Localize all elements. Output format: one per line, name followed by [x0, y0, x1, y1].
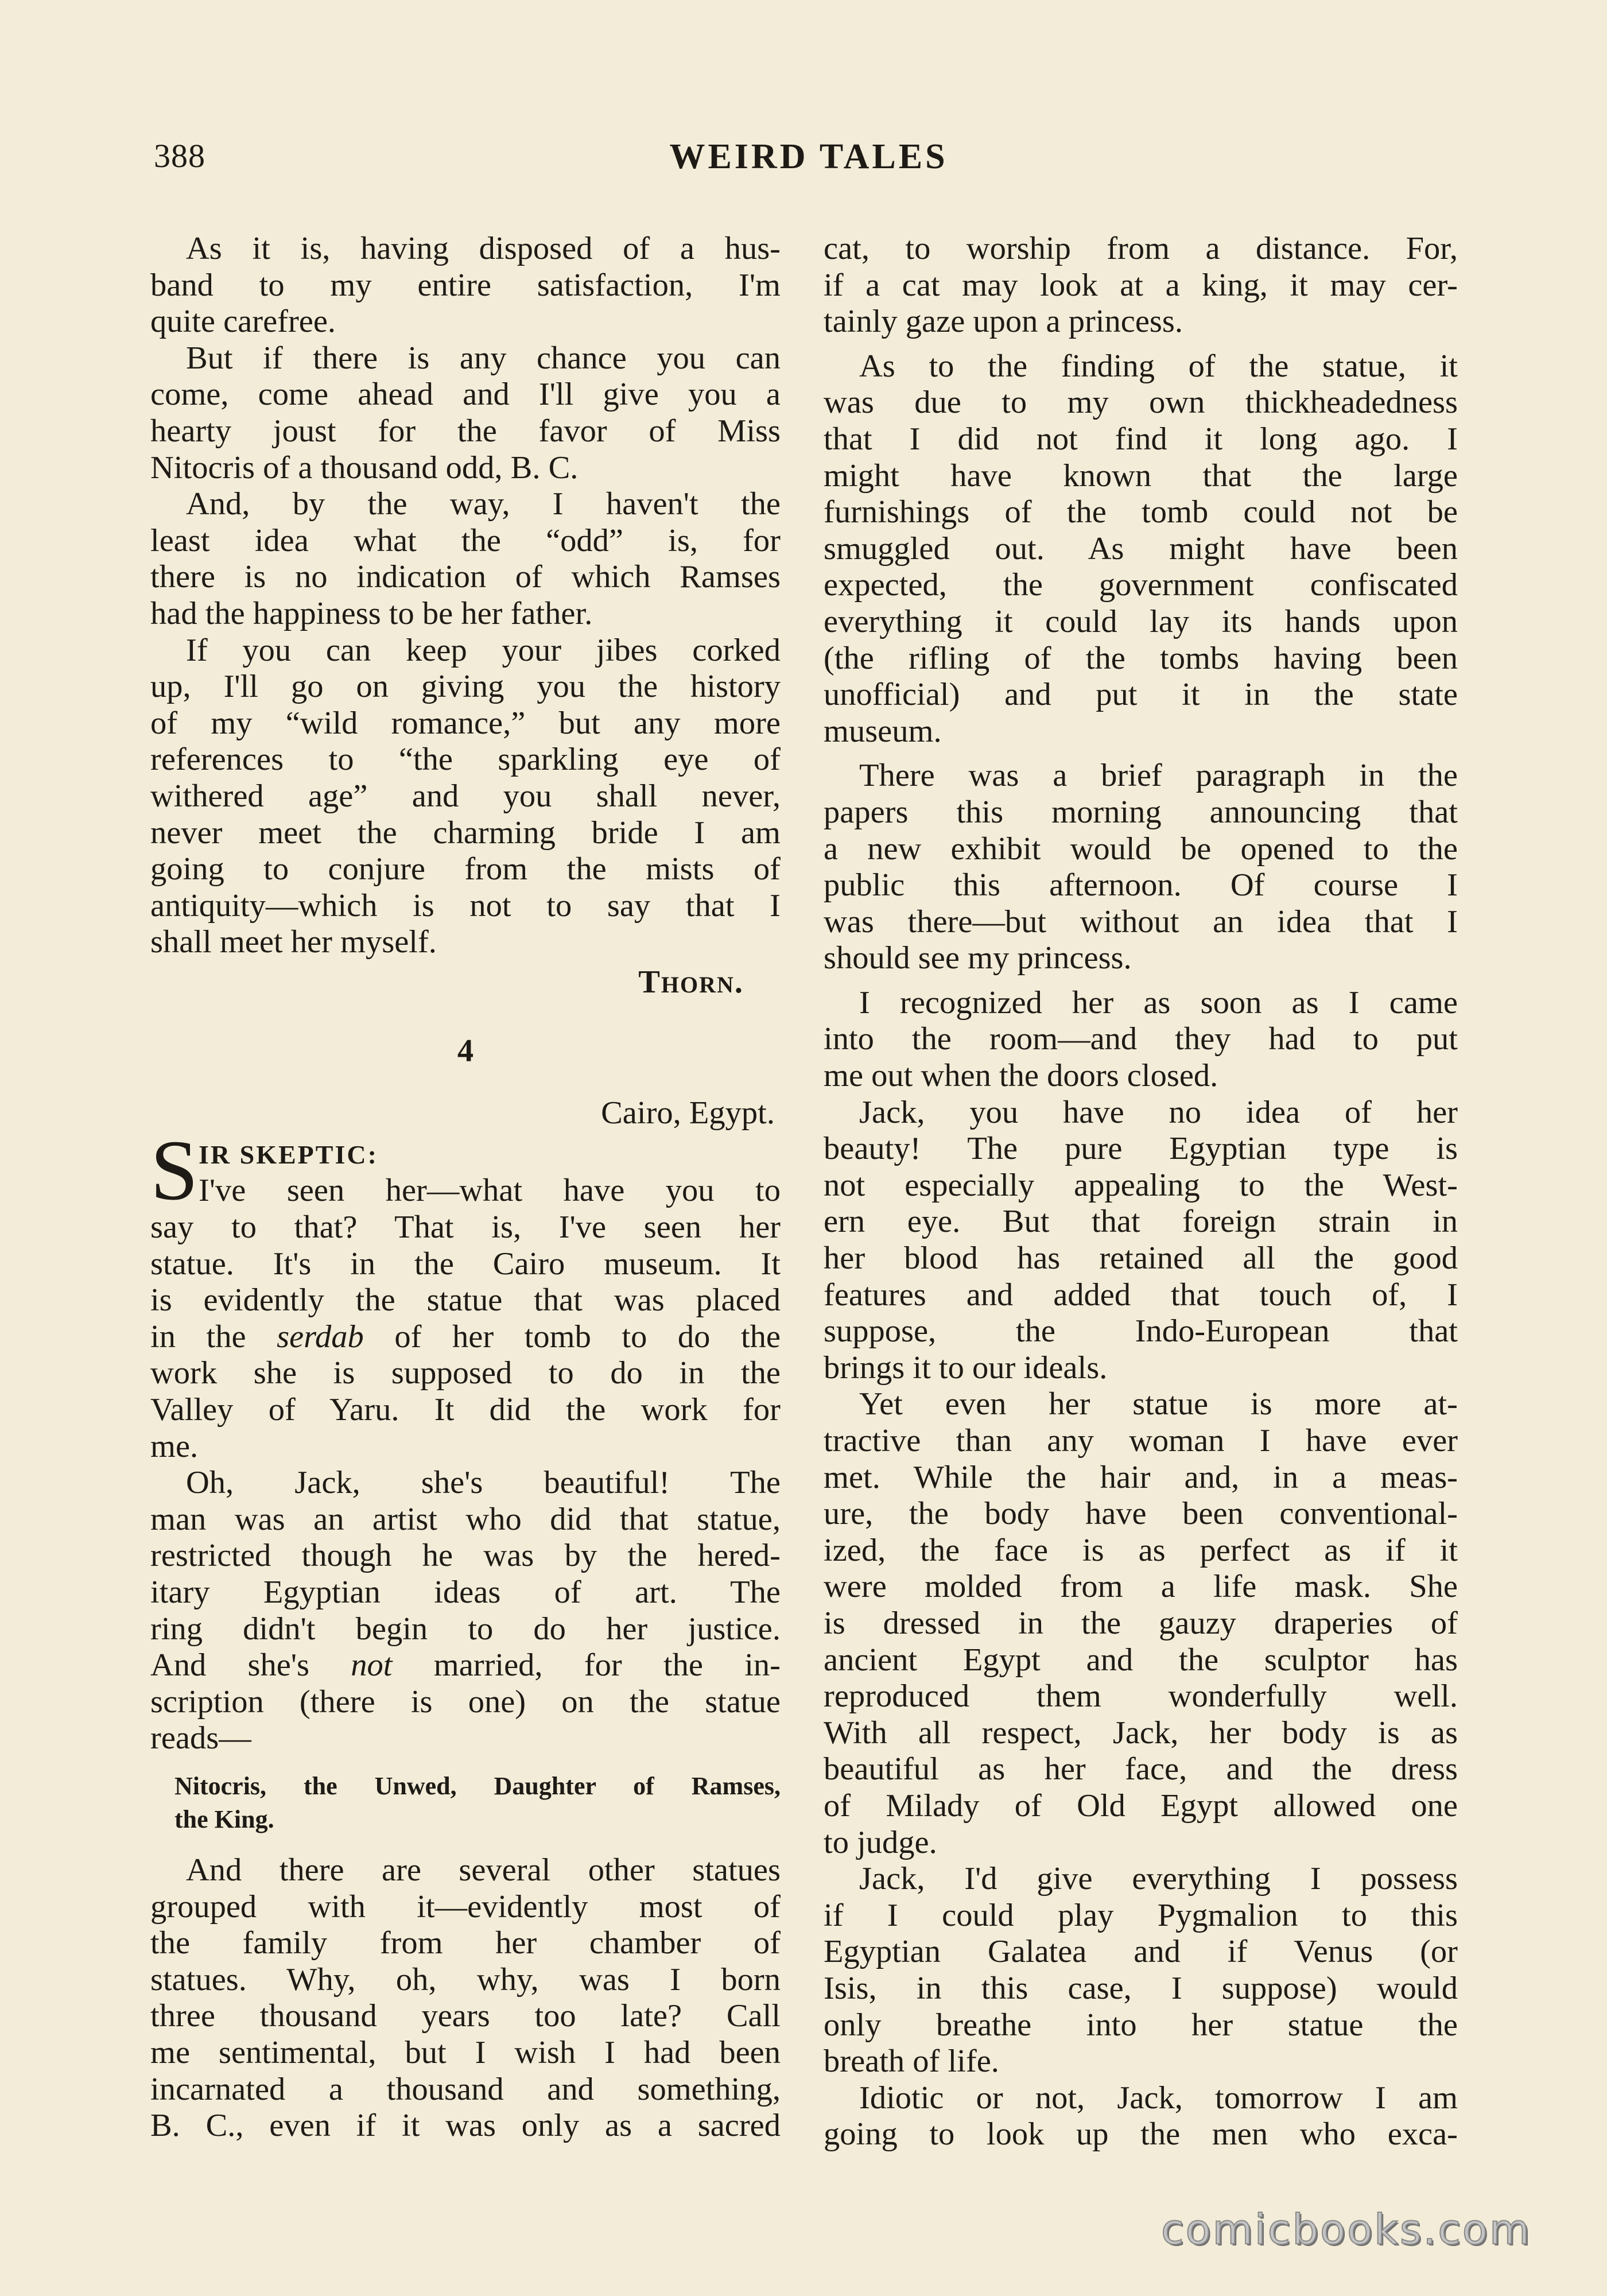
paragraph	[824, 1386, 1458, 1861]
paragraph	[150, 231, 781, 340]
text-line: only breathe into her statue the	[824, 2007, 1458, 2043]
text-line: smuggled out. As might have been	[824, 530, 1458, 567]
text-line: of Milady of Old Egypt allowed one	[824, 1787, 1458, 1824]
text-line: Yet even her statue is more at-	[859, 1386, 1458, 1422]
text-fragment: married, for the in-	[392, 1647, 781, 1684]
text-line: hearty joust for the favor of Miss	[150, 413, 781, 449]
paragraph	[150, 1465, 781, 1757]
paragraph	[150, 340, 781, 486]
text-line: I recognized her as soon as I came	[859, 984, 1458, 1021]
text-line: public this afternoon. Of course I	[824, 867, 1458, 903]
text-line: Egyptian Galatea and if Venus (or	[824, 1934, 1458, 1970]
text-line: shall meet her myself.	[150, 924, 437, 960]
paragraph	[824, 348, 1458, 750]
text-line: me.	[150, 1428, 199, 1464]
text-fragment: in the	[150, 1318, 277, 1355]
drop-cap: S	[150, 1122, 199, 1218]
text-line: papers this morning announcing that	[824, 794, 1458, 830]
text-line: Nitocris of a thousand odd, B. C.	[150, 449, 579, 486]
text-line	[150, 1319, 781, 1356]
text-fragment: of her tomb to do the	[363, 1318, 781, 1355]
text-line: statues. Why, oh, why, was I born	[150, 1961, 781, 1998]
paragraph	[150, 1852, 781, 2144]
text-line: Isis, in this case, I suppose) would	[824, 1970, 1458, 2006]
text-line: B. C., even if it was only as a sacred	[150, 2108, 781, 2144]
text-line: is dressed in the gauzy draperies of	[824, 1605, 1458, 1641]
text-line: expected, the government confiscated	[824, 567, 1458, 603]
text-line: references to “the sparkling eye of	[150, 742, 781, 778]
text-line: going to conjure from the mists of	[150, 851, 781, 887]
text-line: suppose, the Indo-European that	[824, 1313, 1458, 1349]
text-line: might have known that the large	[824, 457, 1458, 494]
text-line	[150, 1647, 781, 1684]
text-line: beauty! The pure Egyptian type is	[824, 1131, 1458, 1167]
text-line: should see my princess.	[824, 940, 1132, 976]
right-column	[824, 231, 1458, 2153]
text-line: reads—	[150, 1720, 251, 1756]
section-number: 4	[457, 1033, 474, 1069]
paragraph	[150, 486, 781, 632]
text-line: features and added that touch of, I	[824, 1277, 1458, 1313]
paragraph	[150, 1173, 781, 1465]
text-line: ancient Egypt and the sculptor has	[824, 1642, 1458, 1678]
text-line: band to my entire satisfaction, I'm	[150, 267, 781, 303]
watermark: comicbooks.com	[1160, 2205, 1531, 2254]
text-line: reproduced them wonderfully well.	[824, 1678, 1458, 1715]
paragraph	[824, 231, 1458, 340]
paragraph	[824, 1095, 1458, 1387]
text-line: itary Egyptian ideas of art. The	[150, 1574, 781, 1610]
paragraph	[824, 2080, 1458, 2153]
paragraph	[824, 985, 1458, 1095]
signature: Thorn.	[638, 964, 744, 1000]
text-line: ring didn't begin to do her justice.	[150, 1611, 781, 1647]
text-line: had the happiness to be her father.	[150, 595, 593, 631]
text-line: ure, the body have been conventional-	[824, 1496, 1458, 1532]
text-line: tractive than any woman I have ever	[824, 1423, 1458, 1459]
text-line: scription (there is one) on the statue	[150, 1684, 781, 1720]
text-line: grouped with it—evidently most of	[150, 1888, 781, 1925]
text-line: three thousand years too late? Call	[150, 1998, 781, 2034]
text-line: And, by the way, I haven't the	[186, 486, 781, 522]
page-header	[154, 137, 1464, 188]
text-line: me sentimental, but I wish I had been	[150, 2034, 781, 2070]
text-line: if a cat may look at a king, it may cer-	[824, 267, 1458, 303]
text-line: is evidently the statue that was placed	[150, 1282, 781, 1318]
text-line: there is no indication of which Ramses	[150, 559, 781, 595]
text-line: unofficial) and put it in the state	[824, 677, 1458, 713]
text-line: was due to my own thickheadedness	[824, 385, 1458, 421]
text-line: As it is, having disposed of a hus-	[186, 231, 781, 266]
italic-word: serdab	[277, 1318, 364, 1355]
text-line: ern eye. But that foreign strain in	[824, 1204, 1458, 1240]
text-line: me out when the doors closed.	[824, 1058, 1218, 1094]
dateline: Cairo, Egypt.	[601, 1095, 775, 1131]
paragraph	[824, 758, 1458, 977]
text-line: ized, the face is as perfect as if it	[824, 1532, 1458, 1568]
inscription-line: Nitocris, the Unwed, Daughter of Ramses,	[174, 1771, 781, 1800]
text-line: beautiful as her face, and the dress	[824, 1751, 1458, 1787]
italic-word: not	[351, 1647, 393, 1684]
text-line: her blood has retained all the good	[824, 1240, 1458, 1277]
text-line: least idea what the “odd” is, for	[150, 522, 781, 559]
text-line: say to that? That is, I've seen her	[150, 1209, 781, 1246]
text-line: quite carefree.	[150, 304, 336, 340]
text-line: Jack, you have no idea of her	[859, 1094, 1458, 1130]
text-line: never meet the charming bride I am	[150, 815, 781, 851]
text-line: that I did not find it long ago. I	[824, 421, 1458, 457]
text-line: But if there is any chance you can	[186, 340, 781, 376]
text-line: into the room—and they had to put	[824, 1021, 1458, 1057]
running-head: WEIRD TALES	[669, 137, 948, 176]
text-line: Valley of Yaru. It did the work for	[150, 1392, 781, 1428]
text-line: restricted though he was by the hered-	[150, 1538, 781, 1574]
text-line: There was a brief paragraph in the	[859, 758, 1458, 794]
text-line: antiquity—which is not to say that I	[150, 887, 781, 924]
text-line: incarnated a thousand and something,	[150, 2071, 781, 2107]
text-line: met. While the hair and, in a meas-	[824, 1459, 1458, 1495]
text-line: I've seen her—what have you to	[199, 1173, 781, 1209]
text-line: was there—but without an idea that I	[824, 903, 1458, 940]
text-line: breath of life.	[824, 2043, 999, 2080]
text-line: brings it to our ideals.	[824, 1349, 1108, 1386]
text-line: up, I'll go on giving you the history	[150, 669, 781, 705]
text-line: to judge.	[824, 1824, 937, 1860]
text-line: a new exhibit would be opened to the	[824, 831, 1458, 867]
text-line: If you can keep your jibes corked	[186, 632, 781, 668]
text-line: withered age” and you shall never,	[150, 778, 781, 814]
text-line: statue. It's in the Cairo museum. It	[150, 1246, 781, 1282]
text-line: Jack, I'd give everything I possess	[859, 1861, 1458, 1897]
text-line: With all respect, Jack, her body is as	[824, 1715, 1458, 1751]
text-line: of my “wild romance,” but any more	[150, 705, 781, 741]
inscription	[174, 1770, 781, 1836]
text-line: the family from her chamber of	[150, 1925, 781, 1961]
left-column	[150, 231, 781, 2144]
text-line: furnishings of the tomb could not be	[824, 494, 1458, 530]
text-line: man was an artist who did that statue,	[150, 1501, 781, 1537]
text-line: As to the finding of the statue, it	[859, 348, 1458, 384]
salutation-text: IR SKEPTIC:	[199, 1139, 378, 1169]
text-line: museum.	[824, 713, 942, 749]
text-line: cat, to worship from a distance. For,	[824, 231, 1458, 266]
text-line: Oh, Jack, she's beautiful! The	[186, 1465, 781, 1501]
paragraph	[824, 1861, 1458, 2080]
text-line: if I could play Pygmalion to this	[824, 1897, 1458, 1933]
page-number: 388	[154, 137, 205, 174]
text-line: work she is supposed to do in the	[150, 1355, 781, 1391]
inscription-line: the King.	[174, 1805, 274, 1833]
text-fragment: And she's	[150, 1647, 351, 1684]
text-line: everything it could lay its hands upon	[824, 603, 1458, 639]
paragraph	[150, 633, 781, 961]
text-line: going to look up the men who exca-	[824, 2116, 1458, 2152]
text-line: come, come ahead and I'll give you a	[150, 377, 781, 413]
text-line: Idiotic or not, Jack, tomorrow I am	[859, 2080, 1458, 2116]
text-line: not especially appealing to the West-	[824, 1167, 1458, 1203]
text-line: And there are several other statues	[186, 1852, 781, 1888]
text-line: were molded from a life mask. She	[824, 1569, 1458, 1605]
text-line: tainly gaze upon a princess.	[824, 304, 1183, 340]
text-line: (the rifling of the tombs having been	[824, 640, 1458, 676]
